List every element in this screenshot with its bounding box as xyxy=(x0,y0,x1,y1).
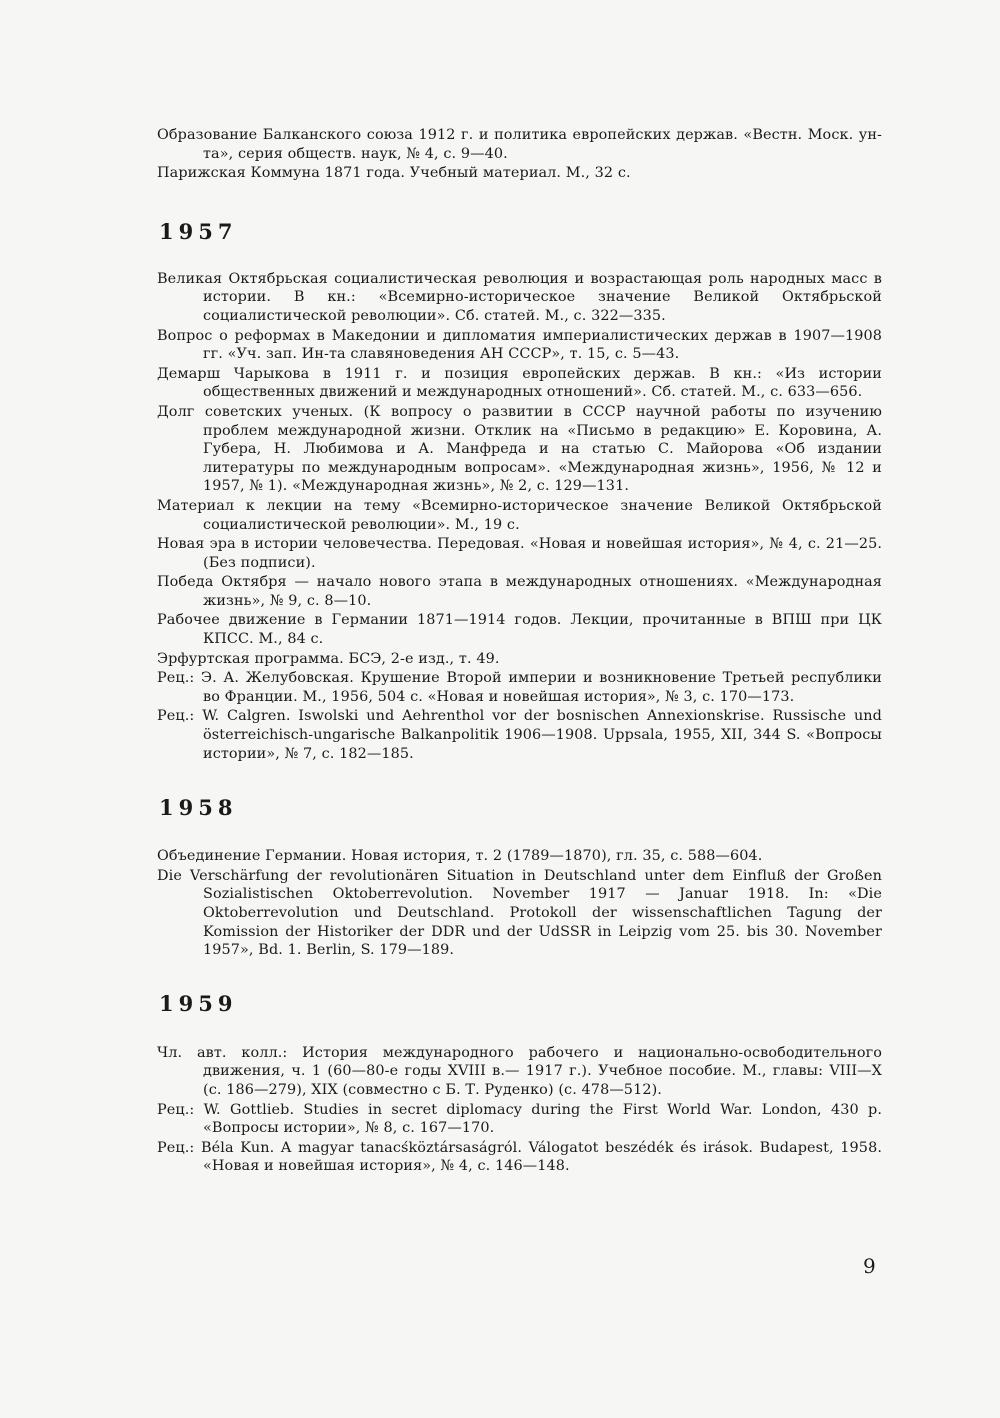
bibliography-entry: Die Verschärfung der revolutionären Situation in Deutschland unter dem Einfluß der Großen Sozialistischen Oktoberrevolution. November 1917 — Januar 1918. In: «Die Oktoberrevolution und Deutschland. Protokoll der wissenschaftlichen Tagung der Komission der Historiker der DDR und der UdSSR in Leipzig vom 25. bis 30. November 1957», Bd. 1. Berlin, S. 179—189. xyxy=(157,867,882,959)
bibliography-entry: Демарш Чарыкова в 1911 г. и позиция европейских держав. В кн.: «Из истории общественных движений и международных отношений». Сб. статей. М., с. 633—656. xyxy=(157,365,882,401)
bibliography-entry: Рец.: Béla Kun. A magyar tanacśköztársaságról. Válogatot beszédék és irások. Budapest, 1958. «Новая и новейшая история», № 4, с. 146—148. xyxy=(157,1139,882,1175)
bibliography-list xyxy=(157,126,882,1177)
page-number: 9 xyxy=(863,1254,876,1278)
bibliography-entry: Объединение Германии. Новая история, т. 2 (1789—1870), гл. 35, с. 588—604. xyxy=(157,848,763,865)
year-heading-1959: 1959 xyxy=(159,990,238,1016)
bibliography-entry: Долг советских ученых. (К вопросу о развитии в СССР научной работы по изучению проблем международной жизни. Отклик на «Письмо в редакцию» Е. Коровина, А. Губера, Н. Любимова и А. Манфреда и на статью С. Майорова «Об издании литературы по международным вопросам». «Международная жизнь», 1956, № 12 и 1957, № 1). «Международная жизнь», № 2, с. 129—131. xyxy=(157,403,882,495)
bibliography-entry: Победа Октября — начало нового этапа в международных отношениях. «Международная жизнь», № 9, с. 8—10. xyxy=(157,574,882,609)
bibliography-entry: Новая эра в истории человечества. Передовая. «Новая и новейшая история», № 4, с. 21—25. (Без подписи). xyxy=(157,536,882,571)
bibliography-entry: Рец.: W. Gottlieb. Studies in secret diplomacy during the First World War. London, 430 р. «Вопросы истории», № 8, с. 167—170. xyxy=(157,1101,882,1137)
bibliography-entry: Образование Балканского союза 1912 г. и политика европейских держав. «Вестн. Моск. ун-та», серия обществ. наук, № 4, с. 9—40. xyxy=(157,127,882,162)
bibliography-entry: Великая Октябрьская социалистическая революция и возрастающая роль народных масс в истории. В кн.: «Всемирно-историческое значение Великой Октябрьской социалистической революции». Сб. статей. М., с. 322—335. xyxy=(157,270,882,324)
bibliography-entry: Вопрос о реформах в Македонии и дипломатия империалистических держав в 1907—1908 гг. «Уч. зап. Ин-та славяноведения АН СССР», т. 15, с. 5—43. xyxy=(157,327,882,363)
bibliography-entry: Эрфуртская программа. БСЭ, 2-е изд., т. 49. xyxy=(157,650,500,667)
year-heading-1957: 1957 xyxy=(159,218,238,244)
bibliography-entry: Парижская Коммуна 1871 года. Учебный материал. М., 32 с. xyxy=(157,165,631,182)
bibliography-entry: Рец.: W. Calgren. Iswolski und Aehrenthol vor der bosnischen Annexionskrise. Russische und österreichisch-ungarische Balkanpolitik 1906—1908. Uppsala, 1955, XII, 344 S. «Вопросы истории», № 7, с. 182—185. xyxy=(157,708,882,762)
bibliography-entry: Чл. авт. колл.: История международного рабочего и национально-освободительного движения, ч. 1 (60—80-е годы XVIII в.— 1917 г.). Учебное пособие. М., главы: VIII—X (с. 186—279), XIX (совместно с Б. Т. Руденко) (с. 478—512). xyxy=(157,1044,882,1098)
bibliography-entry: Рабочее движение в Германии 1871—1914 годов. Лекции, прочитанные в ВПШ при ЦК КПСС. М., 84 с. xyxy=(157,612,882,648)
section-1957 xyxy=(157,270,882,763)
year-heading-1958: 1958 xyxy=(159,795,238,821)
section-1959 xyxy=(157,1044,882,1176)
section-intro xyxy=(157,126,882,183)
bibliography-entry: Рец.: Э. А. Желубовская. Крушение Второй империи и возникновение Третьей республики во Франции. М., 1956, 504 с. «Новая и новейшая история», № 3, с. 170—173. xyxy=(157,670,882,705)
bibliography-entry: Материал к лекции на тему «Всемирно-историческое значение Великой Октябрьской социалистической революции». М., 19 с. xyxy=(157,497,882,533)
section-1958 xyxy=(157,847,882,960)
